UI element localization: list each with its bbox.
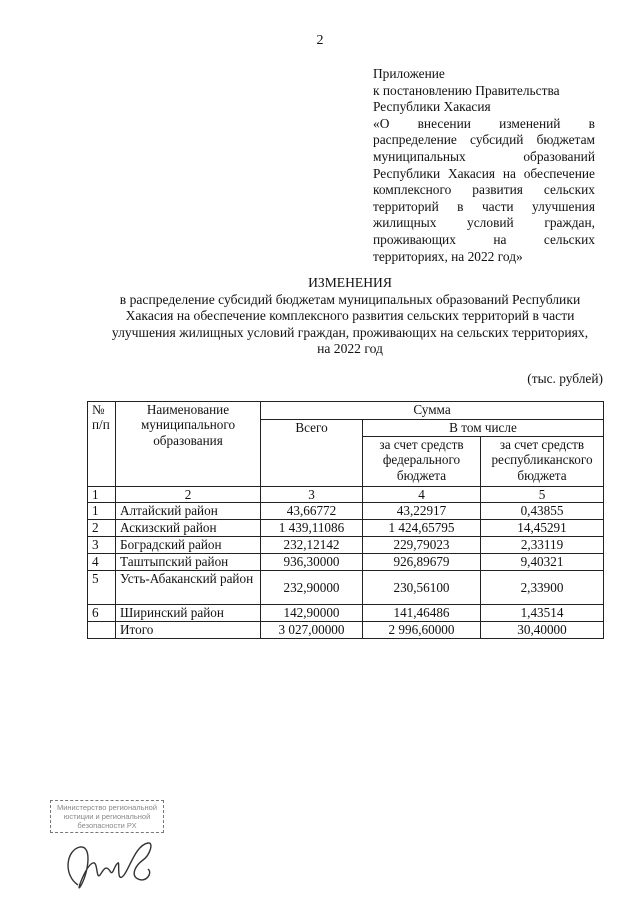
row-total: 232,90000 xyxy=(261,571,363,605)
row-name: Усть-Абаканский район xyxy=(116,571,261,605)
row-name: Боградский район xyxy=(116,537,261,554)
annex-line: Приложение xyxy=(373,66,445,81)
table-row xyxy=(88,503,604,520)
title-line: улучшения жилищных условий граждан, проживающих на сельских территориях, xyxy=(111,324,589,340)
row-republic: 2,33119 xyxy=(481,537,604,554)
row-name: Алтайский район xyxy=(116,503,261,520)
total-name: Итого xyxy=(116,622,261,639)
colnum: 1 xyxy=(88,487,116,503)
annex-line: к постановлению Правительства xyxy=(373,82,560,98)
annex-block xyxy=(373,66,595,265)
title-heading: ИЗМЕНЕНИЯ xyxy=(308,275,392,290)
row-republic: 14,45291 xyxy=(481,520,604,537)
header-including: В том числе xyxy=(363,420,604,437)
row-federal: 926,89679 xyxy=(363,554,481,571)
row-num: 6 xyxy=(88,605,116,622)
annex-line: территорий в части улучшения xyxy=(373,198,595,214)
stamp-line: безопасности РХ xyxy=(77,821,137,830)
row-num: 5 xyxy=(88,571,116,605)
annex-line: «О внесении изменений в xyxy=(373,115,595,131)
header-num: № п/п xyxy=(88,402,116,487)
document-title xyxy=(90,275,610,358)
row-num: 4 xyxy=(88,554,116,571)
title-line: Хакасия на обеспечение комплексного развития сельских территорий в части xyxy=(125,308,575,324)
total-total: 3 027,00000 xyxy=(261,622,363,639)
row-total: 43,66772 xyxy=(261,503,363,520)
annex-line: комплексного развития сельских xyxy=(373,182,595,198)
table-row xyxy=(88,520,604,537)
title-line: в распределение субсидий бюджетам муниципальных образований Республики xyxy=(119,291,581,307)
row-total: 232,12142 xyxy=(261,537,363,554)
stamp-line: юстиции и региональной xyxy=(63,812,151,821)
colnum: 3 xyxy=(261,487,363,503)
table-row xyxy=(88,537,604,554)
annex-line: распределение субсидий бюджетам xyxy=(373,132,595,148)
total-row xyxy=(88,622,604,639)
row-total: 142,90000 xyxy=(261,605,363,622)
row-federal: 1 424,65795 xyxy=(363,520,481,537)
annex-line: муниципальных образований xyxy=(373,148,595,164)
annex-line: территориях, на 2022 год» xyxy=(373,248,523,264)
colnum: 5 xyxy=(481,487,604,503)
row-federal: 230,56100 xyxy=(363,571,481,605)
row-republic: 2,33900 xyxy=(481,571,604,605)
header-name: Наименование муниципального образования xyxy=(116,402,261,487)
row-republic: 1,43514 xyxy=(481,605,604,622)
annex-line: жилищных условий граждан, xyxy=(373,215,595,231)
total-num xyxy=(88,622,116,639)
colnum: 2 xyxy=(116,487,261,503)
annex-line: проживающих на сельских xyxy=(373,231,595,247)
table-row xyxy=(88,554,604,571)
row-name: Аскизский район xyxy=(116,520,261,537)
row-name: Таштыпский район xyxy=(116,554,261,571)
header-total: Всего xyxy=(261,420,363,487)
row-federal: 43,22917 xyxy=(363,503,481,520)
registration-stamp xyxy=(50,800,164,833)
row-republic: 0,43855 xyxy=(481,503,604,520)
units-label: (тыс. рублей) xyxy=(527,371,603,386)
total-federal: 2 996,60000 xyxy=(363,622,481,639)
header-federal: за счет средств федерального бюджета xyxy=(363,437,481,487)
row-total: 936,30000 xyxy=(261,554,363,571)
title-line: на 2022 год xyxy=(317,341,383,357)
header-sum: Сумма xyxy=(261,402,604,420)
subsidy-table xyxy=(87,401,604,639)
table-row xyxy=(88,571,604,605)
row-federal: 229,79023 xyxy=(363,537,481,554)
row-total: 1 439,11086 xyxy=(261,520,363,537)
row-num: 2 xyxy=(88,520,116,537)
table-row xyxy=(88,605,604,622)
annex-line: Республики Хакасия на обеспечение xyxy=(373,165,595,181)
annex-line: Республики Хакасия xyxy=(373,99,491,115)
signature-icon xyxy=(58,835,158,900)
header-republic: за счет средств республиканского бюджета xyxy=(481,437,604,487)
row-num: 1 xyxy=(88,503,116,520)
stamp-line: Министерство региональной xyxy=(56,803,158,812)
row-name: Ширинский район xyxy=(116,605,261,622)
row-republic: 9,40321 xyxy=(481,554,604,571)
colnum: 4 xyxy=(363,487,481,503)
page-number: 2 xyxy=(316,33,324,48)
row-num: 3 xyxy=(88,537,116,554)
row-federal: 141,46486 xyxy=(363,605,481,622)
column-numbers-row xyxy=(88,487,604,503)
total-republic: 30,40000 xyxy=(481,622,604,639)
